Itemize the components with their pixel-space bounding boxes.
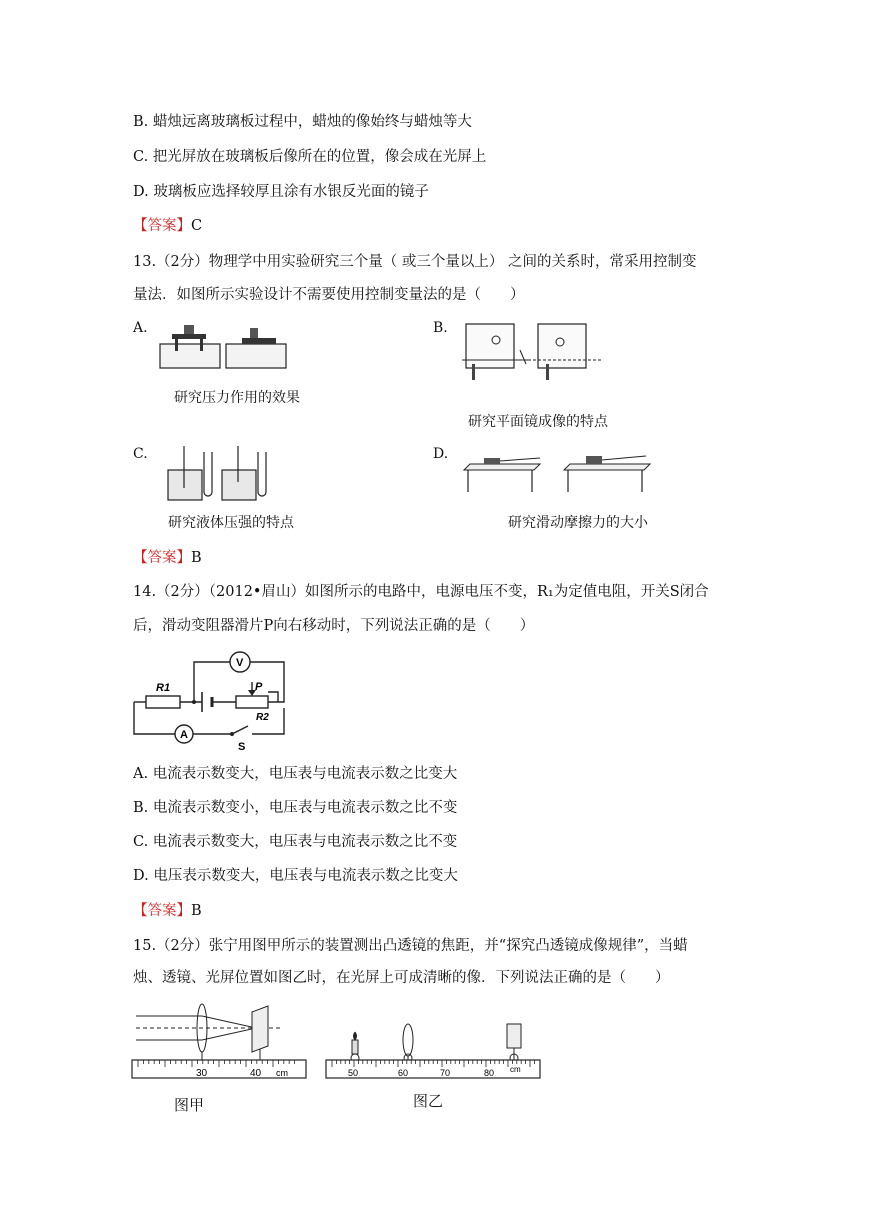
q12-option-c: C. 把光屏放在玻璃板后像所在的位置，像会成在光屏上	[133, 149, 487, 165]
focal-length-figure	[130, 1002, 310, 1080]
q14-stem-line1: 14.（2分）（2012•眉山）如图所示的电路中，电源电压不变，R₁为定值电阻，开关S闭合	[133, 584, 709, 600]
q12-answer	[133, 216, 202, 236]
voltmeter-label: V	[236, 657, 244, 669]
pressure-experiment-figure	[158, 322, 290, 372]
q14-stem-line2: 后，滑动变阻器滑片P向右移动时，下列说法正确的是（ ）	[133, 618, 535, 634]
q13-option-d-label: D.	[433, 446, 449, 462]
r2-label: R2	[256, 712, 269, 723]
q14-option-a: A. 电流表示数变大，电压表与电流表示数之比变大	[133, 766, 458, 782]
imaging-setup-figure	[324, 1010, 544, 1080]
fig1-tick-40: 40	[250, 1068, 262, 1079]
q14-answer	[133, 901, 202, 921]
q13-caption-d: 研究滑动摩擦力的大小	[508, 515, 648, 531]
ammeter-label: A	[180, 729, 188, 741]
q13-stem-line2: 量法．如图所示实验设计不需要使用控制变量法的是（ ）	[133, 287, 525, 303]
answer-value: B	[191, 550, 202, 566]
fig1-caption: 图甲	[174, 1096, 205, 1114]
answer-label: 【答案】	[133, 903, 191, 919]
q13-caption-c: 研究液体压强的特点	[168, 515, 294, 531]
slider-p-label: P	[255, 681, 263, 693]
q14-option-b: B. 电流表示数变小，电压表与电流表示数之比不变	[133, 800, 458, 816]
fig2-tick-70: 70	[440, 1068, 451, 1078]
r1-label: R1	[156, 682, 171, 694]
q14-option-d: D. 电压表示数变大，电压表与电流表示数之比变大	[133, 868, 458, 884]
fig2-tick-50: 50	[348, 1068, 359, 1078]
fig1-tick-unit: cm	[276, 1068, 288, 1078]
q13-option-a-label: A.	[133, 320, 148, 336]
answer-value: C	[191, 218, 203, 234]
q14-option-c: C. 电流表示数变大，电压表与电流表示数之比不变	[133, 834, 458, 850]
q13-answer	[133, 548, 202, 568]
fig2-tick-80: 80	[484, 1068, 495, 1078]
q12-option-b: B. 蜡烛远离玻璃板过程中，蜡烛的像始终与蜡烛等大	[133, 114, 472, 130]
fig1-tick-30: 30	[196, 1068, 208, 1079]
q15-stem-line2: 烛、透镜、光屏位置如图乙时，在光屏上可成清晰的像．下列说法正确的是（ ）	[133, 970, 670, 986]
q13-stem-line1: 13.（2分）物理学中用实验研究三个量（ 或三个量以上） 之间的关系时，常采用控制变	[133, 254, 697, 270]
liquid-pressure-figure	[160, 440, 272, 504]
answer-value: B	[191, 903, 202, 919]
mirror-experiment-figure	[462, 320, 602, 382]
q13-caption-b: 研究平面镜成像的特点	[468, 414, 608, 430]
q15-stem-line1: 15.（2分）张宁用图甲所示的装置测出凸透镜的焦距，并“探究凸透镜成像规律”，当蜡	[133, 938, 688, 954]
q12-option-d: D. 玻璃板应选择较厚且涂有水银反光面的镜子	[133, 184, 429, 200]
q13-caption-a: 研究压力作用的效果	[174, 390, 300, 406]
answer-label: 【答案】	[133, 550, 191, 566]
fig2-caption: 图乙	[413, 1092, 444, 1110]
answer-label: 【答案】	[133, 218, 191, 234]
fig2-tick-unit: cm	[510, 1065, 521, 1074]
q13-option-c-label: C.	[133, 446, 148, 462]
fig2-tick-60: 60	[398, 1068, 409, 1078]
q13-option-b-label: B.	[433, 320, 448, 336]
friction-experiment-figure	[460, 448, 660, 498]
switch-label: S	[238, 741, 246, 753]
circuit-diagram	[128, 646, 290, 756]
